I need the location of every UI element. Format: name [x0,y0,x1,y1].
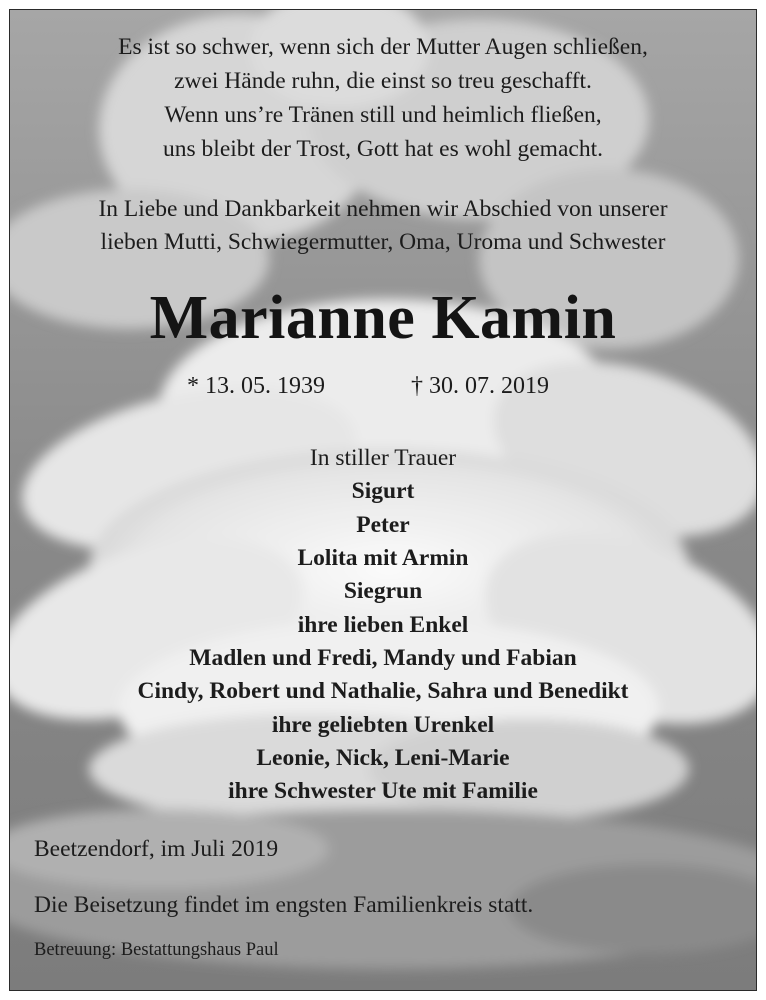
mourner-line: ihre lieben Enkel [297,612,469,638]
funeral-home-credit: Betreuung: Bestattungshaus Paul [34,940,279,960]
mourner-line: ihre geliebten Urenkel [271,712,495,738]
mourner-line: Sigurt [351,478,415,504]
obituary-notice [9,9,757,991]
mourner-line: Peter [356,512,410,538]
poem-line-3: Wenn uns’re Tränen still und heimlich fließen, [164,102,602,128]
poem-line-2: zwei Hände ruhn, die einst so treu geschafft. [174,68,592,94]
mourner-line: Madlen und Fredi, Mandy und Fabian [189,645,577,671]
birth-date: * 13. 05. 1939 [187,373,325,399]
mourner-line: Cindy, Robert und Nathalie, Sahra und Benedikt [137,678,629,704]
mourner-line: ihre Schwester Ute mit Familie [228,778,538,804]
poem-line-4: uns bleibt der Trost, Gott hat es wohl gemacht. [163,136,603,162]
place-date: Beetzendorf, im Juli 2019 [34,836,279,862]
deceased-name: Marianne Kamin [149,284,617,352]
mourner-line: Leonie, Nick, Leni-Marie [256,745,510,771]
mourner-line: Siegrun [343,578,423,604]
intro-line-1: In Liebe und Dankbarkeit nehmen wir Abschied von unserer [98,196,668,222]
mourners-heading: In stiller Trauer [309,445,457,471]
mourner-line: Lolita mit Armin [297,545,469,571]
intro-line-2: lieben Mutti, Schwiegermutter, Oma, Uroma und Schwester [100,229,666,255]
poem-line-1: Es ist so schwer, wenn sich der Mutter Augen schließen, [118,34,648,60]
death-date: † 30. 07. 2019 [411,373,549,399]
burial-note: Die Beisetzung findet im engsten Familienkreis statt. [34,892,534,918]
